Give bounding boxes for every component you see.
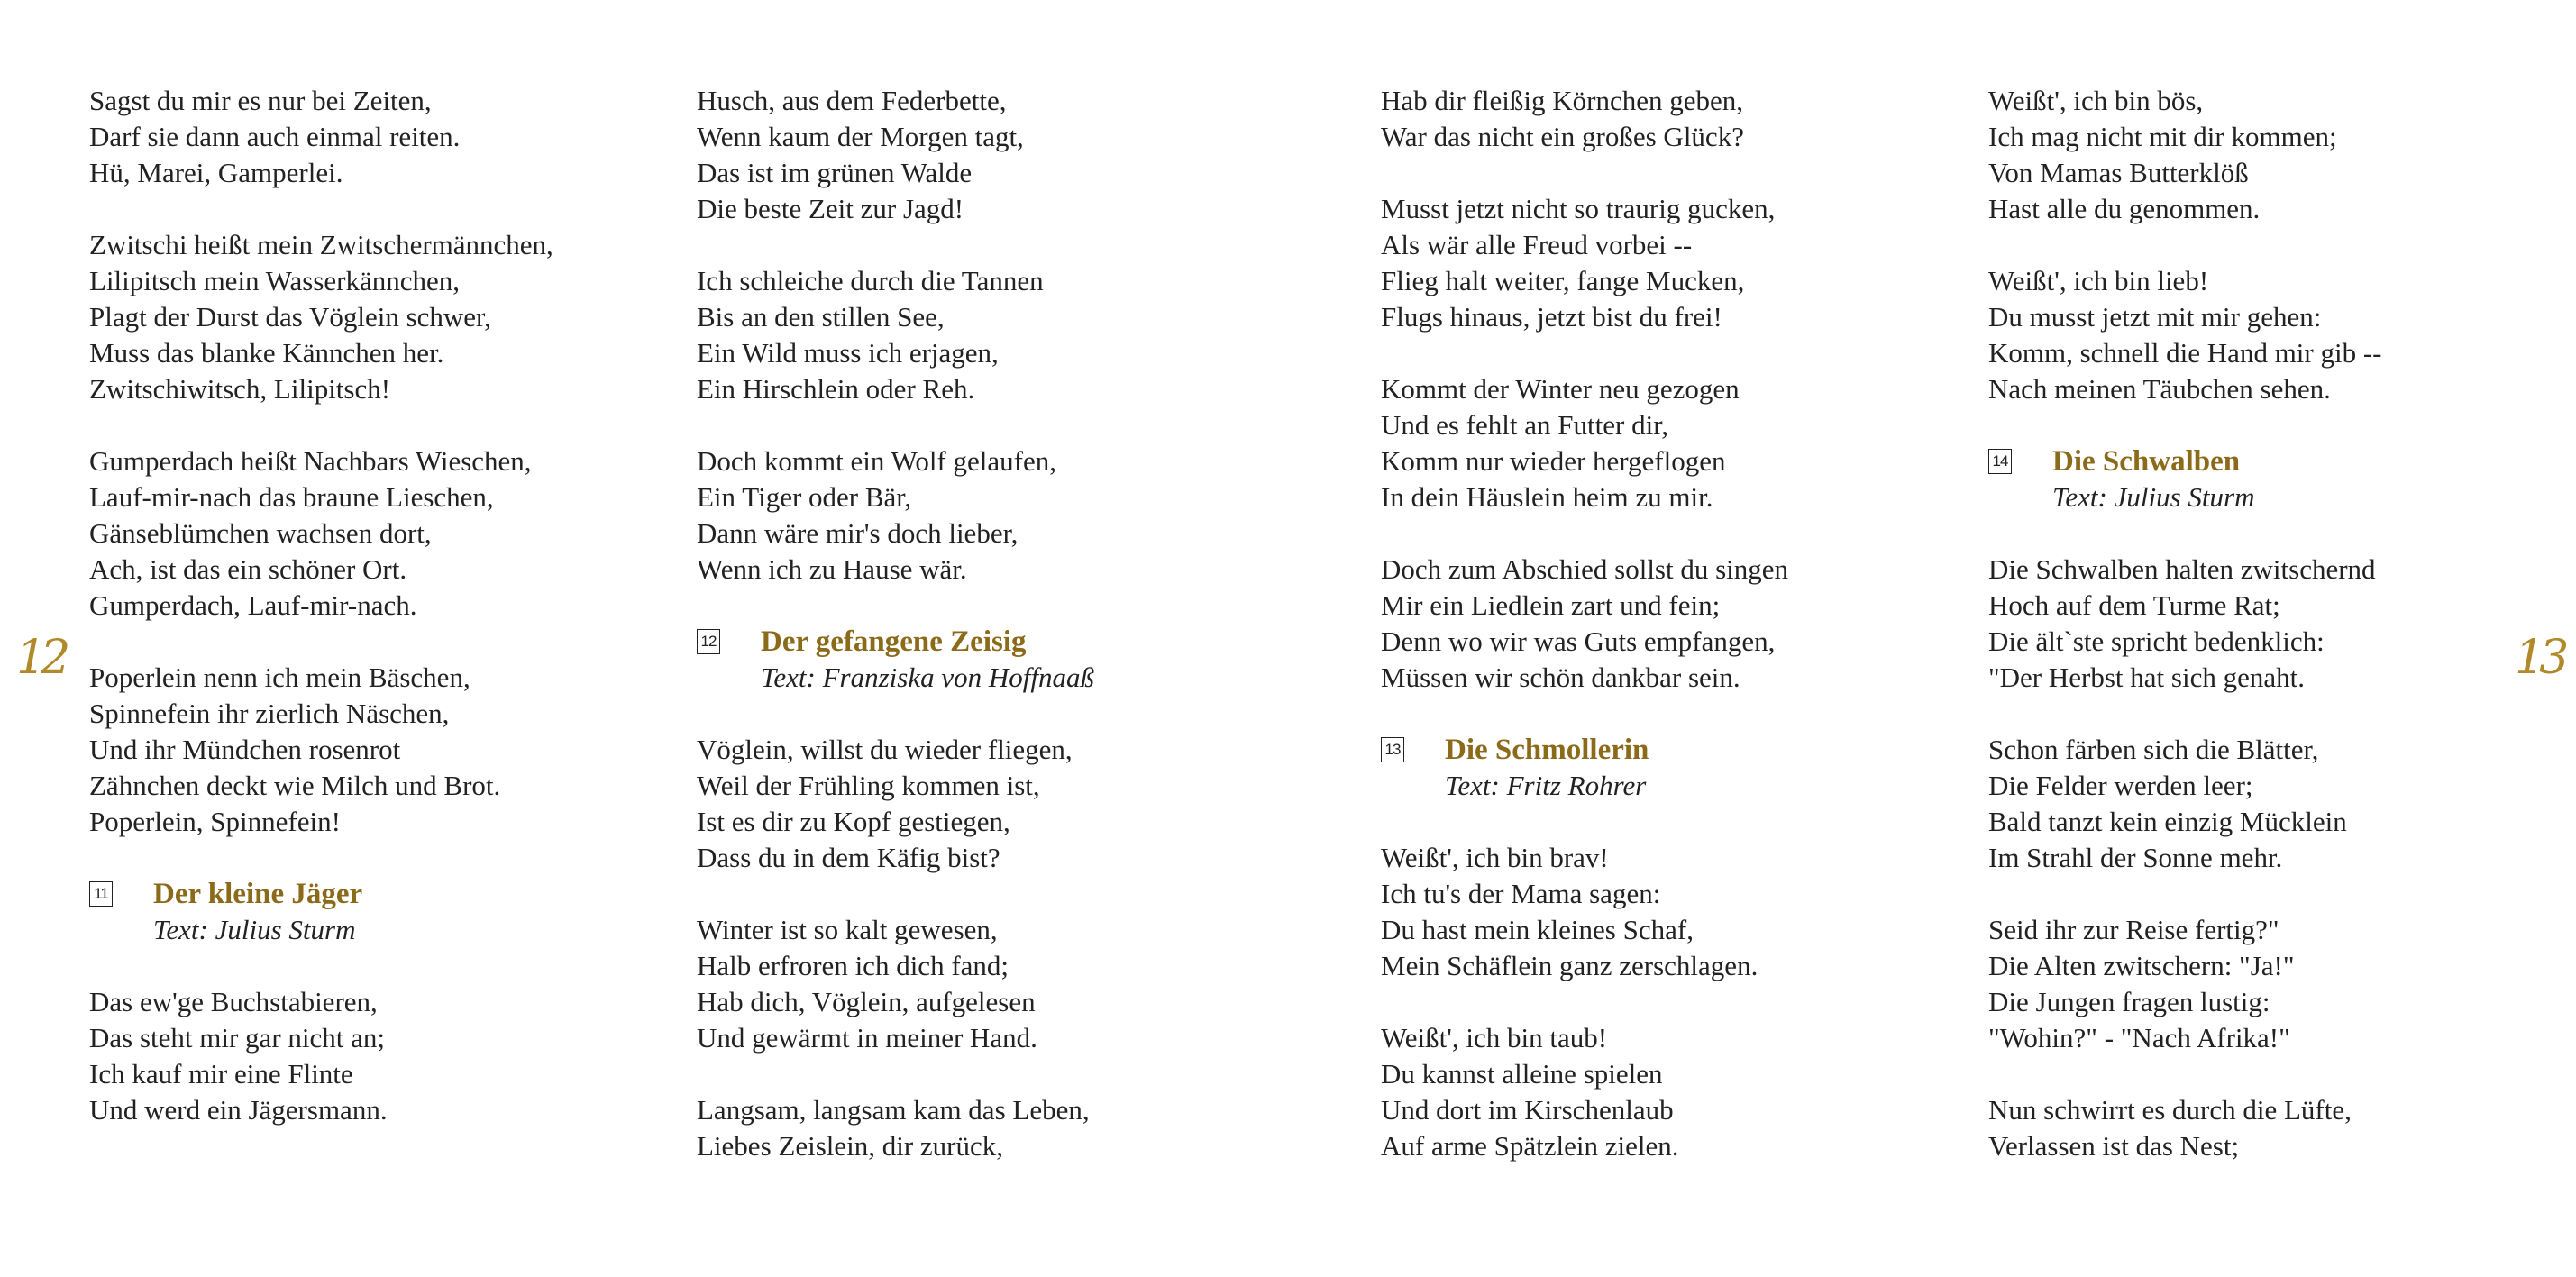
verse-line: Müssen wir schön dankbar sein.: [1381, 661, 1740, 693]
verse-line: Die ält`ste spricht bedenklich:: [1988, 625, 2325, 657]
verse-line: Wenn ich zu Hause wär.: [697, 553, 967, 585]
stanza: [697, 443, 1094, 588]
song-title: Der kleine Jäger: [153, 878, 363, 910]
verse-line: Weißt', ich bin bös,: [1988, 85, 2204, 116]
verse-line: Du hast mein kleines Schaf,: [1381, 914, 1694, 945]
verse-line: War das nicht ein großes Glück?: [1381, 121, 1744, 152]
verse-line: Bald tanzt kein einzig Mücklein: [1988, 806, 2347, 837]
verse-line: Ist es dir zu Kopf gestiegen,: [697, 806, 1010, 837]
verse-line: Mir ein Liedlein zart und fein;: [1381, 589, 1721, 621]
verse-line: Doch kommt ein Wolf gelaufen,: [697, 445, 1056, 477]
stanza: [89, 83, 553, 191]
verse-line: Hü, Marei, Gamperlei.: [89, 157, 343, 188]
song-number-box: 11: [89, 881, 113, 907]
verse-line: Lilipitsch mein Wasserkännchen,: [89, 265, 461, 296]
verse-line: Halb erfroren ich dich fand;: [697, 950, 1009, 981]
verse-line: Gumperdach, Lauf-mir-nach.: [89, 589, 417, 621]
verse-line: Verlassen ist das Nest;: [1988, 1130, 2240, 1162]
stanza: [697, 83, 1094, 227]
verse-line: Ich schleiche durch die Tannen: [697, 265, 1044, 296]
verse-line: Das ist im grünen Walde: [697, 157, 973, 188]
song-number-box: 12: [697, 629, 720, 654]
verse-line: Und ihr Mündchen rosenrot: [89, 734, 401, 765]
verse-line: Weißt', ich bin lieb!: [1988, 265, 2209, 296]
stanza: [1381, 191, 1788, 335]
verse-line: Flugs hinaus, jetzt bist du frei!: [1381, 301, 1722, 333]
verse-line: Spinnefein ihr zierlich Näschen,: [89, 698, 450, 729]
verse-line: Dass du in dem Käfig bist?: [697, 842, 1000, 873]
verse-line: Bis an den stillen See,: [697, 301, 945, 333]
verse-line: Nach meinen Täubchen sehen.: [1988, 373, 2331, 405]
stanza: [1381, 371, 1788, 515]
verse-line: Wenn kaum der Morgen tagt,: [697, 121, 1024, 152]
song-number-box: 13: [1381, 737, 1404, 762]
verse-line: Die Felder werden leer;: [1988, 770, 2253, 801]
verse-line: Zähnchen deckt wie Milch und Brot.: [89, 770, 501, 801]
stanza: [89, 227, 553, 407]
verse-line: Doch zum Abschied sollst du singen: [1381, 553, 1789, 585]
verse-line: Ein Hirschlein oder Reh.: [697, 373, 975, 405]
verse-line: Als wär alle Freud vorbei --: [1381, 229, 1693, 260]
verse-line: Seid ihr zur Reise fertig?": [1988, 914, 2279, 945]
song-heading: [697, 624, 1094, 696]
verse-line: Ein Wild muss ich erjagen,: [697, 337, 999, 369]
verse-line: Weil der Frühling kommen ist,: [697, 770, 1040, 801]
verse-line: Vöglein, willst du wieder fliegen,: [697, 734, 1073, 765]
verse-line: Zwitschiwitsch, Lilipitsch!: [89, 373, 391, 405]
verse-line: Gumperdach heißt Nachbars Wieschen,: [89, 445, 532, 477]
verse-line: Gänseblümchen wachsen dort,: [89, 517, 432, 549]
column-4: [1988, 83, 2382, 1200]
verse-line: Liebes Zeislein, dir zurück,: [697, 1130, 1004, 1162]
song-heading: [1381, 732, 1788, 804]
verse-line: Muss das blanke Kännchen her.: [89, 337, 444, 369]
verse-line: "Wohin?" - "Nach Afrika!": [1988, 1022, 2290, 1054]
verse-line: Ein Tiger oder Bär,: [697, 481, 912, 513]
verse-line: Weißt', ich bin brav!: [1381, 842, 1609, 873]
verse-line: Musst jetzt nicht so traurig gucken,: [1381, 193, 1776, 224]
verse-line: Im Strahl der Sonne mehr.: [1988, 842, 2283, 873]
stanza: [1381, 840, 1788, 984]
verse-line: Weißt', ich bin taub!: [1381, 1022, 1608, 1054]
verse-line: Sagst du mir es nur bei Zeiten,: [89, 85, 432, 116]
stanza: [1988, 1092, 2382, 1164]
stanza: [1988, 552, 2382, 696]
verse-line: Mein Schäflein ganz zerschlagen.: [1381, 950, 1758, 981]
stanza: [1381, 1020, 1788, 1164]
verse-line: Kommt der Winter neu gezogen: [1381, 373, 1740, 405]
stanza: [697, 1092, 1094, 1164]
verse-line: Ich kauf mir eine Flinte: [89, 1058, 353, 1090]
verse-line: Plagt der Durst das Vöglein schwer,: [89, 301, 491, 333]
verse-line: Und werd ein Jägersmann.: [89, 1094, 388, 1126]
song-author: Text: Julius Sturm: [2052, 481, 2255, 513]
verse-line: Und dort im Kirschenlaub: [1381, 1094, 1674, 1126]
verse-line: Komm nur wieder hergeflogen: [1381, 445, 1726, 477]
stanza: [697, 912, 1094, 1056]
verse-line: Die beste Zeit zur Jagd!: [697, 193, 964, 224]
stanza: [89, 443, 553, 624]
stanza: [1381, 83, 1788, 155]
song-author: Text: Franziska von Hoffnaaß: [761, 661, 1094, 693]
stanza: [697, 732, 1094, 876]
page-number-right: 13: [2515, 631, 2564, 685]
verse-line: Ich mag nicht mit dir kommen;: [1988, 121, 2337, 152]
verse-line: Schon färben sich die Blätter,: [1988, 734, 2319, 765]
verse-line: Und gewärmt in meiner Hand.: [697, 1022, 1037, 1054]
verse-line: Die Schwalben halten zwitschernd: [1988, 553, 2376, 585]
verse-line: Das steht mir gar nicht an;: [89, 1022, 385, 1054]
verse-line: Das ew'ge Buchstabieren,: [89, 986, 378, 1017]
verse-line: "Der Herbst hat sich genaht.: [1988, 661, 2305, 693]
verse-line: Nun schwirrt es durch die Lüfte,: [1988, 1094, 2352, 1126]
verse-line: Du musst jetzt mit mir gehen:: [1988, 301, 2322, 333]
verse-line: Lauf-mir-nach das braune Lieschen,: [89, 481, 494, 513]
stanza: [1381, 552, 1788, 696]
verse-line: Und es fehlt an Futter dir,: [1381, 409, 1669, 441]
song-heading: [1988, 443, 2382, 515]
stanza: [1988, 263, 2382, 407]
song-author: Text: Fritz Rohrer: [1445, 770, 1647, 801]
song-title: Die Schmollerin: [1445, 734, 1649, 766]
song-number-box: 14: [1988, 449, 2012, 474]
song-heading: [89, 876, 553, 948]
verse-line: Hoch auf dem Turme Rat;: [1988, 589, 2280, 621]
verse-line: Von Mamas Butterklöß: [1988, 157, 2249, 188]
verse-line: Hast alle du genommen.: [1988, 193, 2261, 224]
verse-line: Ich tu's der Mama sagen:: [1381, 878, 1661, 909]
verse-line: Husch, aus dem Federbette,: [697, 85, 1007, 116]
page-number-left: 12: [16, 631, 66, 685]
verse-line: Zwitschi heißt mein Zwitschermännchen,: [89, 229, 553, 260]
song-title: Der gefangene Zeisig: [761, 625, 1027, 658]
verse-line: Langsam, langsam kam das Leben,: [697, 1094, 1090, 1126]
verse-line: Poperlein, Spinnefein!: [89, 806, 341, 837]
verse-line: Dann wäre mir's doch lieber,: [697, 517, 1019, 549]
stanza: [89, 660, 553, 840]
verse-line: Winter ist so kalt gewesen,: [697, 914, 998, 945]
stanza: [1988, 732, 2382, 876]
verse-line: Du kannst alleine spielen: [1381, 1058, 1663, 1090]
verse-line: Denn wo wir was Guts empfangen,: [1381, 625, 1776, 657]
verse-line: Poperlein nenn ich mein Bäschen,: [89, 661, 470, 693]
verse-line: Auf arme Spätzlein zielen.: [1381, 1130, 1679, 1162]
verse-line: Hab dir fleißig Körnchen geben,: [1381, 85, 1744, 116]
verse-line: Flieg halt weiter, fange Mucken,: [1381, 265, 1745, 296]
verse-line: Hab dich, Vöglein, aufgelesen: [697, 986, 1036, 1017]
verse-line: Ach, ist das ein schöner Ort.: [89, 553, 407, 585]
verse-line: Die Jungen fragen lustig:: [1988, 986, 2270, 1017]
verse-line: Komm, schnell die Hand mir gib --: [1988, 337, 2382, 369]
stanza: [89, 984, 553, 1128]
song-title: Die Schwalben: [2052, 445, 2241, 478]
column-1: [89, 83, 553, 1164]
song-author: Text: Julius Sturm: [153, 914, 356, 945]
stanza: [1988, 912, 2382, 1056]
verse-line: Darf sie dann auch einmal reiten.: [89, 121, 461, 152]
stanza: [1988, 83, 2382, 227]
column-2: [697, 83, 1094, 1200]
verse-line: In dein Häuslein heim zu mir.: [1381, 481, 1713, 513]
stanza: [697, 263, 1094, 407]
verse-line: Die Alten zwitschern: "Ja!": [1988, 950, 2295, 981]
column-3: [1381, 83, 1788, 1200]
